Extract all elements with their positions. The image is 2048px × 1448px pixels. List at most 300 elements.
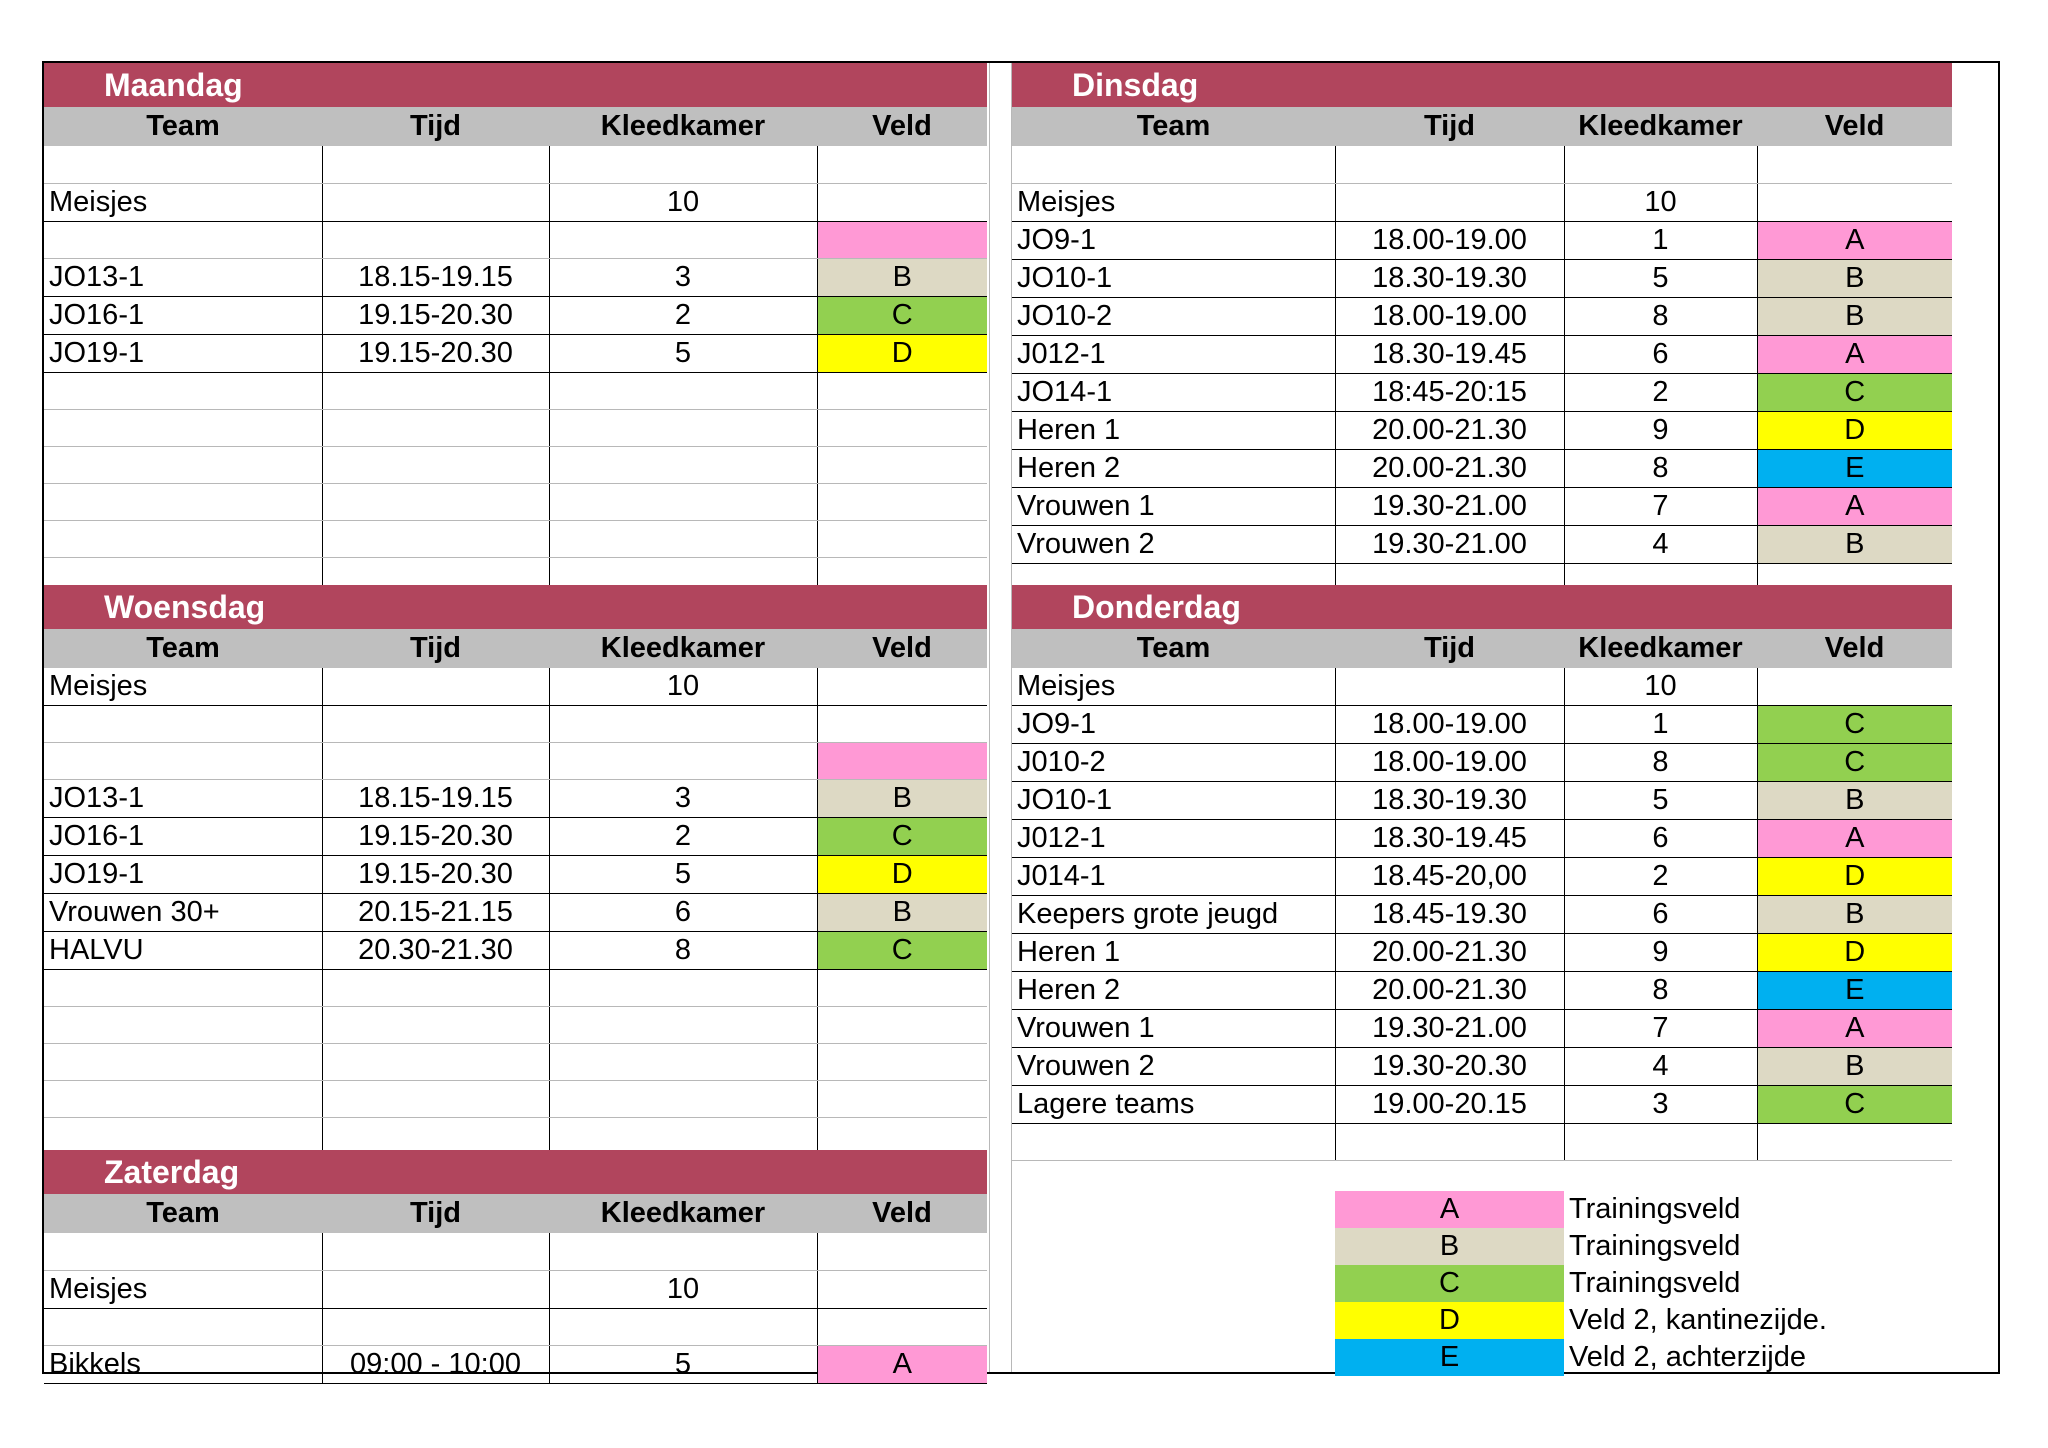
table-row xyxy=(44,1044,987,1081)
column-divider xyxy=(989,63,1012,1372)
donderdag-table xyxy=(1012,585,1952,1161)
woensdag-kleedkamer-cell xyxy=(549,1118,817,1155)
maandag-tijd-cell xyxy=(322,409,549,446)
dinsdag-tijd-cell: 18.30-19.45 xyxy=(1335,335,1564,373)
table-row xyxy=(44,296,987,334)
donderdag-tijd-cell: 18.45-19.30 xyxy=(1335,896,1564,934)
table-row xyxy=(44,818,987,856)
donderdag-kleedkamer-cell: 5 xyxy=(1564,782,1757,820)
zaterdag-team-cell: Bikkels xyxy=(44,1345,322,1383)
table-row xyxy=(1012,259,1952,297)
woensdag-team-cell xyxy=(44,706,322,743)
zaterdag-tijd-cell xyxy=(322,1233,549,1270)
dinsdag-team-cell: Vrouwen 2 xyxy=(1012,525,1335,563)
maandag-team-cell xyxy=(44,446,322,483)
woensdag-veld-cell: C xyxy=(817,818,987,856)
donderdag-kleedkamer-cell: 2 xyxy=(1564,858,1757,896)
donderdag-header-veld: Veld xyxy=(1757,629,1952,668)
table-row xyxy=(1012,146,1952,183)
dinsdag-veld-cell xyxy=(1757,146,1952,183)
woensdag-tijd-cell xyxy=(322,668,549,706)
maandag-header-veld: Veld xyxy=(817,107,987,146)
dinsdag-title: Dinsdag xyxy=(1012,63,1952,107)
zaterdag-team-cell xyxy=(44,1233,322,1270)
woensdag-tijd-cell xyxy=(322,743,549,780)
dinsdag-header-tijd: Tijd xyxy=(1335,107,1564,146)
dinsdag-kleedkamer-cell: 2 xyxy=(1564,373,1757,411)
dinsdag-team-cell: Meisjes xyxy=(1012,183,1335,221)
table-row xyxy=(44,146,987,183)
dinsdag-kleedkamer-cell: 8 xyxy=(1564,449,1757,487)
dinsdag-kleedkamer-cell: 4 xyxy=(1564,525,1757,563)
donderdag-veld-cell: A xyxy=(1757,1010,1952,1048)
dinsdag-tijd-cell: 19.30-21.00 xyxy=(1335,487,1564,525)
maandag-team-cell xyxy=(44,483,322,520)
maandag-veld-cell xyxy=(817,221,987,258)
woensdag-kleedkamer-cell: 3 xyxy=(549,780,817,818)
donderdag-title: Donderdag xyxy=(1012,585,1952,629)
donderdag-header-tijd: Tijd xyxy=(1335,629,1564,668)
woensdag-veld-cell: C xyxy=(817,932,987,970)
donderdag-tijd-cell xyxy=(1335,1124,1564,1161)
dinsdag-team-cell: JO9-1 xyxy=(1012,221,1335,259)
donderdag-team-cell: Lagere teams xyxy=(1012,1086,1335,1124)
woensdag-team-cell: HALVU xyxy=(44,932,322,970)
table-row xyxy=(1012,744,1952,782)
legend-key-d: D xyxy=(1335,1302,1564,1339)
donderdag-kleedkamer-cell: 9 xyxy=(1564,934,1757,972)
zaterdag-title: Zaterdag xyxy=(44,1150,987,1194)
dinsdag-tijd-cell: 19.30-21.00 xyxy=(1335,525,1564,563)
donderdag-tijd-cell: 19.00-20.15 xyxy=(1335,1086,1564,1124)
woensdag-team-cell: JO16-1 xyxy=(44,818,322,856)
woensdag-team-cell xyxy=(44,1007,322,1044)
table-row xyxy=(44,183,987,221)
dinsdag-veld-cell: D xyxy=(1757,411,1952,449)
woensdag-kleedkamer-cell xyxy=(549,970,817,1007)
zaterdag-kleedkamer-cell xyxy=(549,1233,817,1270)
woensdag-tijd-cell: 19.15-20.30 xyxy=(322,856,549,894)
table-row xyxy=(1012,858,1952,896)
legend-row-a xyxy=(1012,1191,2000,1228)
dinsdag-table xyxy=(1012,63,1952,601)
maandag-tijd-cell: 19.15-20.30 xyxy=(322,296,549,334)
table-row xyxy=(1012,782,1952,820)
veld-legend xyxy=(1012,1191,2000,1376)
maandag-veld-cell: B xyxy=(817,258,987,296)
table-row xyxy=(44,409,987,446)
woensdag-tijd-cell xyxy=(322,1118,549,1155)
zaterdag-tijd-cell xyxy=(322,1270,549,1308)
zaterdag-kleedkamer-cell xyxy=(549,1308,817,1345)
table-row xyxy=(44,970,987,1007)
table-row xyxy=(1012,706,1952,744)
legend-label-b: Trainingsveld xyxy=(1569,1230,1741,1262)
maandag-team-cell: JO13-1 xyxy=(44,258,322,296)
table-row xyxy=(1012,487,1952,525)
woensdag-header-veld: Veld xyxy=(817,629,987,668)
woensdag-kleedkamer-cell: 6 xyxy=(549,894,817,932)
table-row xyxy=(1012,820,1952,858)
donderdag-tijd-cell: 20.00-21.30 xyxy=(1335,972,1564,1010)
woensdag-veld-cell xyxy=(817,1007,987,1044)
woensdag-kleedkamer-cell: 10 xyxy=(549,668,817,706)
dinsdag-tijd-cell xyxy=(1335,146,1564,183)
maandag-table xyxy=(44,63,987,595)
woensdag-kleedkamer-cell: 5 xyxy=(549,856,817,894)
donderdag-veld-cell xyxy=(1757,1124,1952,1161)
dinsdag-team-cell: Heren 1 xyxy=(1012,411,1335,449)
maandag-veld-cell xyxy=(817,520,987,557)
donderdag-kleedkamer-cell: 8 xyxy=(1564,972,1757,1010)
dinsdag-veld-cell: C xyxy=(1757,373,1952,411)
donderdag-team-cell: Vrouwen 2 xyxy=(1012,1048,1335,1086)
donderdag-kleedkamer-cell: 3 xyxy=(1564,1086,1757,1124)
donderdag-tijd-cell: 18.00-19.00 xyxy=(1335,706,1564,744)
zaterdag-tijd-cell xyxy=(322,1308,549,1345)
table-row xyxy=(44,1308,987,1345)
dinsdag-kleedkamer-cell: 1 xyxy=(1564,221,1757,259)
legend-key-a: A xyxy=(1335,1191,1564,1228)
dinsdag-kleedkamer-cell: 10 xyxy=(1564,183,1757,221)
woensdag-tijd-cell: 20.30-21.30 xyxy=(322,932,549,970)
maandag-team-cell: JO16-1 xyxy=(44,296,322,334)
woensdag-team-cell xyxy=(44,1118,322,1155)
maandag-header-kleedkamer: Kleedkamer xyxy=(549,107,817,146)
dinsdag-veld-cell: B xyxy=(1757,525,1952,563)
zaterdag-header-kleedkamer: Kleedkamer xyxy=(549,1194,817,1233)
donderdag-veld-cell: C xyxy=(1757,744,1952,782)
donderdag-team-cell: Keepers grote jeugd xyxy=(1012,896,1335,934)
table-row xyxy=(44,1118,987,1155)
donderdag-veld-cell: D xyxy=(1757,934,1952,972)
zaterdag-veld-cell xyxy=(817,1233,987,1270)
maandag-veld-cell: C xyxy=(817,296,987,334)
table-row xyxy=(44,446,987,483)
legend-row-c xyxy=(1012,1265,2000,1302)
woensdag-kleedkamer-cell: 8 xyxy=(549,932,817,970)
donderdag-tijd-cell: 19.30-20.30 xyxy=(1335,1048,1564,1086)
donderdag-veld-cell: B xyxy=(1757,896,1952,934)
table-row xyxy=(44,780,987,818)
table-row xyxy=(1012,896,1952,934)
dinsdag-kleedkamer-cell: 7 xyxy=(1564,487,1757,525)
woensdag-veld-cell xyxy=(817,1044,987,1081)
maandag-kleedkamer-cell xyxy=(549,146,817,183)
table-row xyxy=(1012,1048,1952,1086)
table-row xyxy=(1012,183,1952,221)
maandag-tijd-cell: 19.15-20.30 xyxy=(322,334,549,372)
donderdag-kleedkamer-cell: 10 xyxy=(1564,668,1757,706)
woensdag-tijd-cell: 20.15-21.15 xyxy=(322,894,549,932)
zaterdag-veld-cell xyxy=(817,1308,987,1345)
legend-label-e: Veld 2, achterzijde xyxy=(1569,1341,1806,1373)
day-block-dinsdag xyxy=(1012,63,1952,601)
donderdag-tijd-cell: 18.45-20,00 xyxy=(1335,858,1564,896)
donderdag-veld-cell: B xyxy=(1757,782,1952,820)
table-row xyxy=(1012,1086,1952,1124)
woensdag-table xyxy=(44,585,987,1155)
woensdag-kleedkamer-cell: 2 xyxy=(549,818,817,856)
table-row xyxy=(44,1081,987,1118)
dinsdag-kleedkamer-cell xyxy=(1564,146,1757,183)
zaterdag-header-team: Team xyxy=(44,1194,322,1233)
dinsdag-team-cell: Vrouwen 1 xyxy=(1012,487,1335,525)
woensdag-team-cell xyxy=(44,970,322,1007)
woensdag-team-cell: JO13-1 xyxy=(44,780,322,818)
woensdag-team-cell: JO19-1 xyxy=(44,856,322,894)
donderdag-header-kleedkamer: Kleedkamer xyxy=(1564,629,1757,668)
maandag-veld-cell xyxy=(817,483,987,520)
woensdag-veld-cell xyxy=(817,743,987,780)
donderdag-kleedkamer-cell: 6 xyxy=(1564,896,1757,934)
donderdag-veld-cell: E xyxy=(1757,972,1952,1010)
donderdag-kleedkamer-cell: 7 xyxy=(1564,1010,1757,1048)
maandag-veld-cell: D xyxy=(817,334,987,372)
donderdag-team-cell: J014-1 xyxy=(1012,858,1335,896)
table-row xyxy=(1012,1010,1952,1048)
zaterdag-table xyxy=(44,1150,987,1384)
dinsdag-header-team: Team xyxy=(1012,107,1335,146)
maandag-tijd-cell xyxy=(322,372,549,409)
table-row xyxy=(1012,525,1952,563)
table-row xyxy=(44,668,987,706)
dinsdag-veld-cell xyxy=(1757,183,1952,221)
donderdag-kleedkamer-cell xyxy=(1564,1124,1757,1161)
table-row xyxy=(44,520,987,557)
donderdag-kleedkamer-cell: 8 xyxy=(1564,744,1757,782)
table-row xyxy=(44,221,987,258)
donderdag-team-cell: J010-2 xyxy=(1012,744,1335,782)
dinsdag-header-kleedkamer: Kleedkamer xyxy=(1564,107,1757,146)
woensdag-veld-cell xyxy=(817,1118,987,1155)
woensdag-veld-cell xyxy=(817,970,987,1007)
woensdag-kleedkamer-cell xyxy=(549,743,817,780)
table-row xyxy=(1012,1124,1952,1161)
maandag-kleedkamer-cell: 2 xyxy=(549,296,817,334)
woensdag-kleedkamer-cell xyxy=(549,1007,817,1044)
maandag-team-cell xyxy=(44,520,322,557)
woensdag-kleedkamer-cell xyxy=(549,706,817,743)
dinsdag-header-veld: Veld xyxy=(1757,107,1952,146)
maandag-tijd-cell xyxy=(322,520,549,557)
woensdag-header-tijd: Tijd xyxy=(322,629,549,668)
table-row xyxy=(1012,972,1952,1010)
maandag-veld-cell xyxy=(817,446,987,483)
zaterdag-header-veld: Veld xyxy=(817,1194,987,1233)
donderdag-kleedkamer-cell: 1 xyxy=(1564,706,1757,744)
table-row xyxy=(44,1270,987,1308)
maandag-team-cell xyxy=(44,409,322,446)
dinsdag-team-cell: JO14-1 xyxy=(1012,373,1335,411)
maandag-veld-cell xyxy=(817,409,987,446)
zaterdag-team-cell: Meisjes xyxy=(44,1270,322,1308)
maandag-team-cell xyxy=(44,221,322,258)
donderdag-tijd-cell: 20.00-21.30 xyxy=(1335,934,1564,972)
donderdag-veld-cell: D xyxy=(1757,858,1952,896)
donderdag-team-cell: Vrouwen 1 xyxy=(1012,1010,1335,1048)
woensdag-kleedkamer-cell xyxy=(549,1044,817,1081)
legend-label-a: Trainingsveld xyxy=(1569,1193,1741,1225)
donderdag-team-cell: Heren 2 xyxy=(1012,972,1335,1010)
woensdag-veld-cell: D xyxy=(817,856,987,894)
maandag-tijd-cell: 18.15-19.15 xyxy=(322,258,549,296)
woensdag-veld-cell xyxy=(817,668,987,706)
maandag-tijd-cell xyxy=(322,483,549,520)
day-block-zaterdag xyxy=(44,1150,987,1384)
maandag-team-cell xyxy=(44,146,322,183)
zaterdag-team-cell xyxy=(44,1308,322,1345)
maandag-veld-cell xyxy=(817,372,987,409)
woensdag-tijd-cell xyxy=(322,1007,549,1044)
donderdag-tijd-cell: 19.30-21.00 xyxy=(1335,1010,1564,1048)
donderdag-veld-cell xyxy=(1757,668,1952,706)
table-row xyxy=(44,1233,987,1270)
woensdag-team-cell: Meisjes xyxy=(44,668,322,706)
dinsdag-team-cell: Heren 2 xyxy=(1012,449,1335,487)
table-row xyxy=(44,932,987,970)
woensdag-tijd-cell: 19.15-20.30 xyxy=(322,818,549,856)
dinsdag-veld-cell: A xyxy=(1757,221,1952,259)
legend-key-e: E xyxy=(1335,1339,1564,1376)
woensdag-team-cell xyxy=(44,743,322,780)
zaterdag-veld-cell xyxy=(817,1270,987,1308)
woensdag-veld-cell xyxy=(817,706,987,743)
legend-row-d xyxy=(1012,1302,2000,1339)
woensdag-veld-cell: B xyxy=(817,780,987,818)
woensdag-veld-cell xyxy=(817,1081,987,1118)
donderdag-team-cell: J012-1 xyxy=(1012,820,1335,858)
maandag-header-team: Team xyxy=(44,107,322,146)
dinsdag-veld-cell: A xyxy=(1757,487,1952,525)
donderdag-team-cell: JO9-1 xyxy=(1012,706,1335,744)
dinsdag-team-cell: J012-1 xyxy=(1012,335,1335,373)
dinsdag-kleedkamer-cell: 5 xyxy=(1564,259,1757,297)
dinsdag-tijd-cell: 18.00-19.00 xyxy=(1335,297,1564,335)
maandag-tijd-cell xyxy=(322,183,549,221)
table-row xyxy=(1012,668,1952,706)
dinsdag-veld-cell: B xyxy=(1757,297,1952,335)
donderdag-veld-cell: C xyxy=(1757,1086,1952,1124)
legend-row-e xyxy=(1012,1339,2000,1376)
donderdag-team-cell: Heren 1 xyxy=(1012,934,1335,972)
schedule-sheet xyxy=(42,61,2000,1380)
table-row xyxy=(44,743,987,780)
day-block-maandag xyxy=(44,63,987,595)
donderdag-veld-cell: B xyxy=(1757,1048,1952,1086)
donderdag-tijd-cell xyxy=(1335,668,1564,706)
maandag-kleedkamer-cell xyxy=(549,221,817,258)
dinsdag-tijd-cell xyxy=(1335,183,1564,221)
maandag-kleedkamer-cell: 10 xyxy=(549,183,817,221)
table-row xyxy=(44,1345,987,1383)
maandag-header-tijd: Tijd xyxy=(322,107,549,146)
donderdag-kleedkamer-cell: 6 xyxy=(1564,820,1757,858)
zaterdag-kleedkamer-cell: 10 xyxy=(549,1270,817,1308)
legend-key-b: B xyxy=(1335,1228,1564,1265)
legend-label-c: Trainingsveld xyxy=(1569,1267,1741,1299)
dinsdag-tijd-cell: 20.00-21.30 xyxy=(1335,449,1564,487)
dinsdag-tijd-cell: 20.00-21.30 xyxy=(1335,411,1564,449)
zaterdag-tijd-cell: 09:00 - 10:00 xyxy=(322,1345,549,1383)
table-row xyxy=(44,483,987,520)
dinsdag-kleedkamer-cell: 8 xyxy=(1564,297,1757,335)
legend-label-d: Veld 2, kantinezijde. xyxy=(1569,1304,1827,1336)
donderdag-veld-cell: A xyxy=(1757,820,1952,858)
woensdag-header-team: Team xyxy=(44,629,322,668)
maandag-tijd-cell xyxy=(322,221,549,258)
woensdag-tijd-cell xyxy=(322,1081,549,1118)
maandag-team-cell xyxy=(44,372,322,409)
day-block-donderdag xyxy=(1012,585,1952,1161)
table-row xyxy=(44,334,987,372)
woensdag-veld-cell: B xyxy=(817,894,987,932)
zaterdag-veld-cell: A xyxy=(817,1345,987,1383)
woensdag-team-cell: Vrouwen 30+ xyxy=(44,894,322,932)
donderdag-team-cell: Meisjes xyxy=(1012,668,1335,706)
woensdag-tijd-cell xyxy=(322,1044,549,1081)
zaterdag-kleedkamer-cell: 5 xyxy=(549,1345,817,1383)
table-row xyxy=(1012,297,1952,335)
donderdag-veld-cell: C xyxy=(1757,706,1952,744)
zaterdag-header-tijd: Tijd xyxy=(322,1194,549,1233)
maandag-kleedkamer-cell xyxy=(549,409,817,446)
maandag-tijd-cell xyxy=(322,146,549,183)
maandag-kleedkamer-cell xyxy=(549,483,817,520)
woensdag-tijd-cell xyxy=(322,970,549,1007)
dinsdag-kleedkamer-cell: 6 xyxy=(1564,335,1757,373)
donderdag-team-cell: JO10-1 xyxy=(1012,782,1335,820)
donderdag-tijd-cell: 18.30-19.45 xyxy=(1335,820,1564,858)
woensdag-kleedkamer-cell xyxy=(549,1081,817,1118)
woensdag-tijd-cell xyxy=(322,706,549,743)
table-row xyxy=(1012,335,1952,373)
woensdag-team-cell xyxy=(44,1044,322,1081)
table-row xyxy=(44,372,987,409)
table-row xyxy=(1012,449,1952,487)
maandag-veld-cell xyxy=(817,183,987,221)
table-row xyxy=(44,1007,987,1044)
donderdag-tijd-cell: 18.30-19.30 xyxy=(1335,782,1564,820)
dinsdag-tijd-cell: 18.00-19.00 xyxy=(1335,221,1564,259)
donderdag-team-cell xyxy=(1012,1124,1335,1161)
woensdag-team-cell xyxy=(44,1081,322,1118)
woensdag-tijd-cell: 18.15-19.15 xyxy=(322,780,549,818)
maandag-kleedkamer-cell: 3 xyxy=(549,258,817,296)
legend-key-c: C xyxy=(1335,1265,1564,1302)
table-row xyxy=(44,258,987,296)
table-row xyxy=(1012,934,1952,972)
table-row xyxy=(44,706,987,743)
day-block-woensdag xyxy=(44,585,987,1155)
maandag-team-cell: JO19-1 xyxy=(44,334,322,372)
donderdag-header-team: Team xyxy=(1012,629,1335,668)
maandag-kleedkamer-cell xyxy=(549,446,817,483)
dinsdag-veld-cell: E xyxy=(1757,449,1952,487)
maandag-kleedkamer-cell xyxy=(549,372,817,409)
table-row xyxy=(44,894,987,932)
maandag-team-cell: Meisjes xyxy=(44,183,322,221)
maandag-tijd-cell xyxy=(322,446,549,483)
donderdag-kleedkamer-cell: 4 xyxy=(1564,1048,1757,1086)
dinsdag-team-cell: JO10-1 xyxy=(1012,259,1335,297)
dinsdag-kleedkamer-cell: 9 xyxy=(1564,411,1757,449)
maandag-kleedkamer-cell: 5 xyxy=(549,334,817,372)
dinsdag-tijd-cell: 18.30-19.30 xyxy=(1335,259,1564,297)
dinsdag-team-cell xyxy=(1012,146,1335,183)
table-row xyxy=(1012,373,1952,411)
donderdag-tijd-cell: 18.00-19.00 xyxy=(1335,744,1564,782)
